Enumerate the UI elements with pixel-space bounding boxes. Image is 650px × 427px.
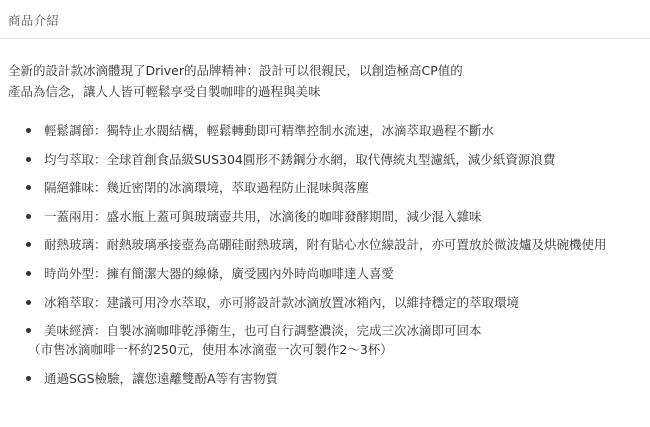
bullet-icon	[26, 128, 31, 133]
feature-text: 隔絕雜味：幾近密閉的冰滴環境，萃取過程防止混味與落塵	[44, 180, 370, 195]
bullet-icon	[26, 242, 31, 247]
section-header	[0, 0, 650, 39]
feature-text: 均勻萃取：全球首創食品級SUS304圓形不銹鋼分水網，取代傳統丸型濾紙，減少紙資源浪費	[44, 152, 556, 167]
bullet-icon	[26, 328, 31, 333]
feature-text: 一蓋兩用：盛水瓶上蓋可與玻璃壺共用，冰滴後的咖啡發酵期間，減少混入雜味	[44, 209, 482, 224]
feature-text: 通過SGS檢驗，讓您遠離雙酚A等有害物質	[44, 371, 279, 386]
bullet-icon	[26, 376, 31, 381]
feature-text: 耐熱玻璃：耐熱玻璃承接壺為高硼硅耐熱玻璃，附有貼心水位線設計，亦可置放於微波爐及烘碗機使用	[44, 237, 607, 252]
feature-note: （市售冰滴咖啡一杯約250元，使用本冰滴壺一次可製作2～3杯）	[28, 342, 393, 357]
feature-text: 輕鬆調節：獨特止水閥結構，輕鬆轉動即可精準控制水流速，冰滴萃取過程不斷水	[44, 123, 495, 138]
bullet-icon	[26, 271, 31, 276]
bullet-icon	[26, 300, 31, 305]
feature-text: 時尚外型：擁有簡潔大器的線條，廣受國內外時尚咖啡達人喜愛	[44, 266, 395, 281]
intro-line-1: 全新的設計款冰滴體現了Driver的品牌精神：設計可以很親民，以創造極高CP值的	[8, 63, 463, 78]
intro-line-2: 產品為信念，讓人人皆可輕鬆享受自製咖啡的過程與美味	[8, 84, 321, 99]
feature-text: 冰箱萃取：建議可用冷水萃取，亦可將設計款冰滴放置冰箱內，以維持穩定的萃取環境	[44, 295, 520, 310]
bullet-icon	[26, 157, 31, 162]
intro-paragraph	[8, 60, 638, 102]
feature-text: 美味經濟：自製冰滴咖啡乾淨衛生，也可自行調整濃淡，完成三次冰滴即可回本	[44, 323, 482, 338]
section-title: 商品介紹	[8, 13, 60, 28]
bullet-icon	[26, 214, 31, 219]
bullet-icon	[26, 185, 31, 190]
